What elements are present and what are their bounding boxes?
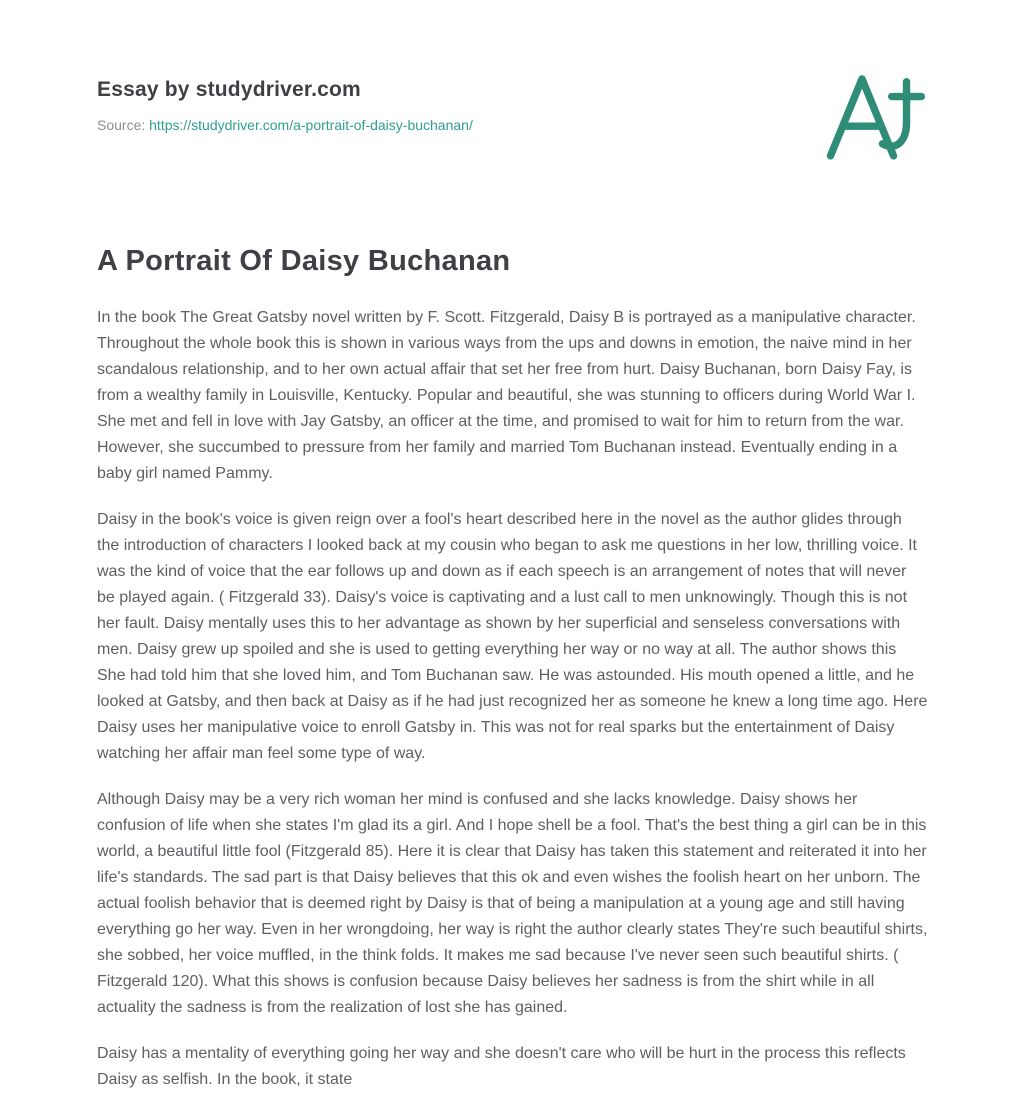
essay-body [97, 305, 928, 1093]
essay-paragraph: Although Daisy may be a very rich woman her mind is confused and she lacks knowledge. Daisy shows her confusion of life when she states I'm glad its a girl. And I hope shell be a fool. That's the best thing a girl can be in this world, a beautiful little fool (Fitzgerald 85). Here it is clear that Daisy has taken this statement and reiterated it into her life's standards. The sad part is that Daisy believes that this ok and even wishes the foolish heart on her unborn. The actual foolish behavior that is deemed right by Daisy is that of being a manipulation at a young age and still having everything go her way. Even in her wrongdoing, her way is right the author clearly states They're such beautiful shirts, she sobbed, her voice muffled, in the think folds. It makes me sad because I've never seen such beautiful shirts. ( Fitzgerald 120). What this shows is confusion because Daisy believes her sadness is from the shirt while in all actuality the sadness is from the realization of lost she has gained. [97, 791, 928, 1016]
essay-paragraph: Daisy has a mentality of everything going her way and she doesn't care who will be hurt in the process this reflects Daisy as selfish. In the book, it state [97, 1045, 906, 1088]
byline: Essay by studydriver.com [97, 78, 361, 101]
studydriver-logo-icon [824, 68, 926, 164]
page-title: A Portrait Of Daisy Buchanan [97, 245, 511, 277]
source-label: Source: [97, 117, 146, 133]
essay-paragraph: Daisy in the book's voice is given reign over a fool's heart described here in the novel as the author glides through the introduction of characters I looked back at my cousin who began to ask me questions in her low, thrilling voice. It was the kind of voice that the ear follows up and down as if each speech is an arrangement of notes that will never be played again. ( Fitzgerald 33). Daisy's voice is captivating and a lust call to men unknowingly. Though this is not her fault. Daisy mentally uses this to her advantage as shown by her superficial and senseless conversations with men. Daisy grew up spoiled and she is used to getting everything her way or no way at all. The author shows this She had told him that she loved him, and Tom Buchanan saw. He was astounded. His mouth opened a little, and he looked at Gatsby, and then back at Daisy as if he had just recognized her as someone he knew a long time ago. Here Daisy uses her manipulative voice to enroll Gatsby in. This was not for real sparks but the entertainment of Daisy watching her affair man feel some type of way. [97, 511, 928, 762]
source-url-link[interactable]: https://studydriver.com/a-portrait-of-daisy-buchanan/ [149, 117, 473, 133]
source-line [97, 117, 928, 133]
essay-paragraph: In the book The Great Gatsby novel written by F. Scott. Fitzgerald, Daisy B is portrayed as a manipulative character. Throughout the whole book this is shown in various ways from the ups and downs in emotion, the naive mind in her scandalous relationship, and to her own actual affair that set her free from hurt. Daisy Buchanan, born Daisy Fay, is from a wealthy family in Louisville, Kentucky. Popular and beautiful, she was stunning to officers during World War I. She met and fell in love with Jay Gatsby, an officer at the time, and promised to wait for him to return from the war. However, she succumbed to pressure from her family and married Tom Buchanan instead. Eventually ending in a baby girl named Pammy. [97, 309, 916, 482]
